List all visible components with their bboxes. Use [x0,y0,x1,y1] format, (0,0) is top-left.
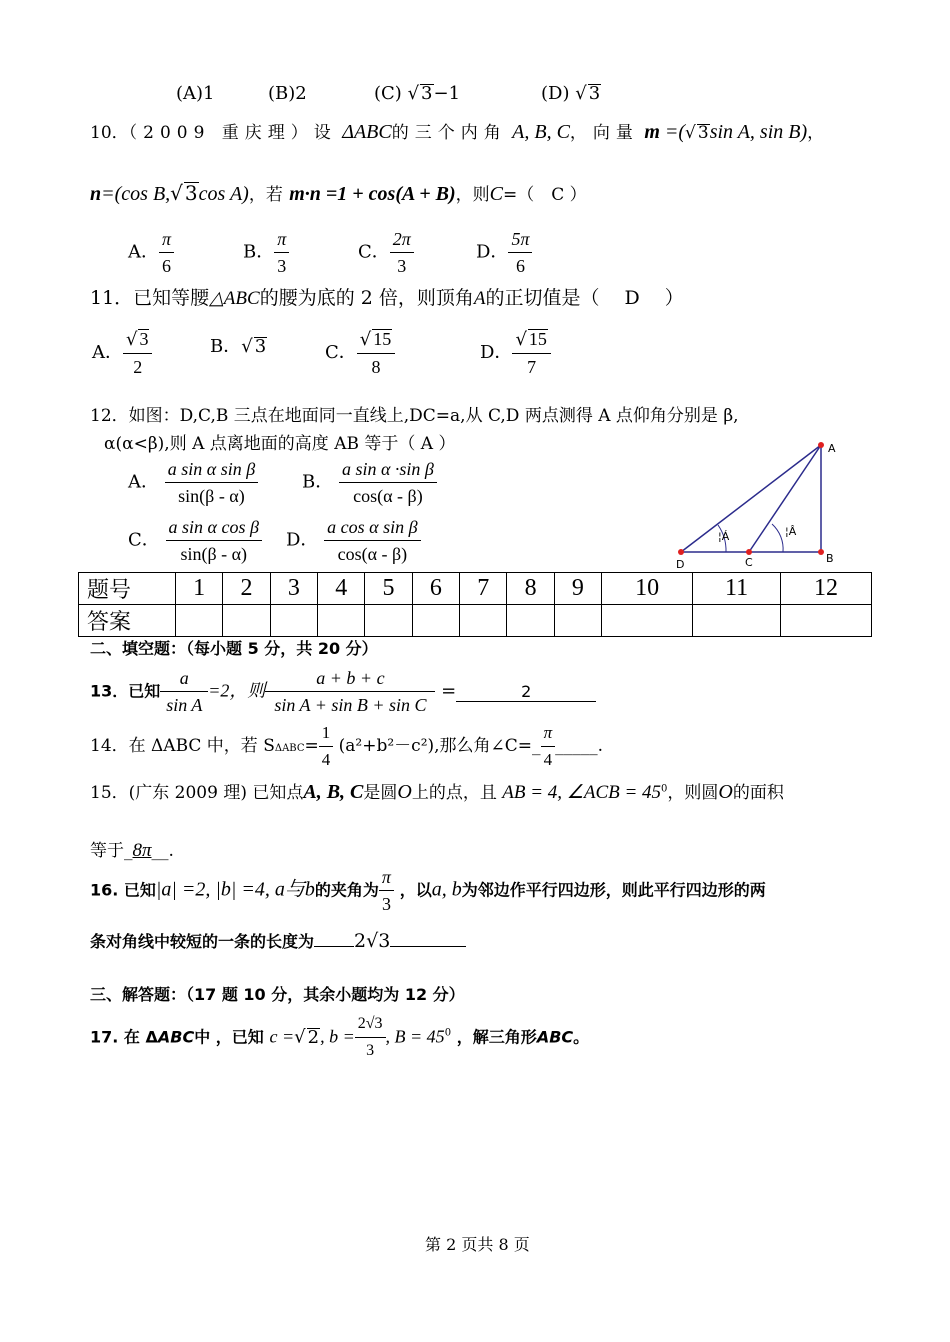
table-answer-cell[interactable] [693,605,781,637]
answer-table-answer-row [79,605,872,637]
q12-line1: 12．如图：D,C,B 三点在地面同一直线上,DC=a,从 C,D 两点测得 A 点仰角分别是 β, [90,406,739,426]
table-number-cell: 6 [412,573,459,605]
table-answer-cell[interactable] [460,605,507,637]
label-a: A [828,442,836,455]
q11-option-a: A． $\frac{√ 3}{2}$ [92,326,152,380]
q12-line2: α(α<β),则 A 点离地面的高度 AB 等于（ A ） [104,434,456,454]
table-number-cell: 11 [693,573,781,605]
q14: 14．在 ΔABC 中，若 SΔABC= $\frac{1}{4}$ (a²+b²－c²),那么角∠C=_ $\frac{\pi}{4}$ _____. [90,720,603,773]
label-d: D [676,558,685,570]
label-b: B [826,552,834,565]
section-2-heading: 二、填空题：（每小题 5 分，共 20 分） [90,639,378,658]
table-answer-cell[interactable] [780,605,871,637]
q10-option-a: A． $\frac{\pi}{6}$ [128,226,174,279]
section-3-heading: 三、解答题：（17 题 10 分，其余小题均为 12 分） [90,985,465,1004]
q10-line1: 10．（2009 重庆理）设 ΔABC的三个内角 A, B, C，向量 m =(√ 3sin A, sin B)， [90,121,825,143]
q17: 17. 在 ΔABC中 ，已知 c =√ 2, b = $\frac{2√3}{3}$ , $B = 45^0$ ，解三角形ABC。 [90,1011,589,1064]
q11-option-d: D． $\frac{√ 15}{7}$ [480,326,551,380]
q15-line2: 等于_8π__. [90,840,174,861]
q13: 13．已知 $\frac{a}{\text{sin A}}$ =2，则 $\frac{a + b + c}{\text{sin A + sin B + sin C}}$ = 2 [90,665,596,718]
q10-option-d: D． $\frac{5\pi}{6}$ [476,226,532,279]
table-number-cell: 2 [223,573,270,605]
table-answer-cell[interactable] [223,605,270,637]
point-c [746,549,752,555]
q11-option-c: C． $\frac{√ 15}{8}$ [325,326,395,380]
table-answer-cell[interactable] [602,605,693,637]
q16-line1: 16. 已知|a| =2, |b| =4, a与b的夹角为 $\frac{\pi}{3}$ ，以a, b为邻边作平行四边形，则此平行四边形的两 [90,864,766,917]
table-head-number: 题号 [79,573,176,605]
table-number-cell: 9 [554,573,601,605]
page-footer: 第 2 页共 8 页 [425,1235,530,1254]
table-number-cell: 1 [176,573,223,605]
point-b [818,549,824,555]
q12-option-a: A． $\frac{\text{a sin α sin β}}{\sin(\beta - \alpha)}$ [128,456,258,509]
table-head-answer: 答案 [79,605,176,637]
q9-option-d: (D) √ 3 [541,83,601,104]
table-number-cell: 7 [460,573,507,605]
q12-option-d: D． $\frac{\text{a cos α sin β}}{\cos(\alpha - \beta)}$ [286,514,421,567]
q12-option-b: B． $\frac{\text{a sin α ·sin β}}{\cos(\alpha - \beta)}$ [302,456,437,509]
table-number-cell: 10 [602,573,693,605]
label-beta: ¦Â [785,525,797,538]
q12-triangle-figure [668,436,848,570]
label-c: C [745,556,753,569]
table-number-cell: 5 [365,573,412,605]
table-answer-cell[interactable] [365,605,412,637]
table-answer-cell[interactable] [270,605,317,637]
table-answer-cell[interactable] [176,605,223,637]
table-answer-cell[interactable] [554,605,601,637]
q15-line1: 15．(广东 2009 理) 已知点A, B, C是圆O上的点，且 AB = 4, ∠ACB = $45^0$，则圆O的面积 [90,781,784,803]
q9-option-c: (C) √ 3−1 [374,83,461,104]
table-number-cell: 12 [780,573,871,605]
table-answer-cell[interactable] [507,605,554,637]
answer-table [78,572,872,637]
table-number-cell: 4 [318,573,365,605]
label-alpha: ¦Á [718,530,730,543]
point-a [818,442,824,448]
answer-table-number-row [79,573,872,605]
table-answer-cell[interactable] [412,605,459,637]
table-number-cell: 3 [270,573,317,605]
q10-option-c: C． $\frac{2\pi}{3}$ [358,226,414,279]
q11-option-b: B．√ 3 [210,336,267,357]
q10-line2: n=(cos B,√ 3cos A)，若 m·n =1 + cos(A + B)，则C=（ C ） [90,181,587,205]
q9-option-a: (A)1 [176,83,215,104]
q16-line2: 条对角线中较短的一条的长度为 2√3 [90,929,466,952]
point-d [678,549,684,555]
table-answer-cell[interactable] [318,605,365,637]
table-number-cell: 8 [507,573,554,605]
q10-option-b: B． $\frac{\pi}{3}$ [243,226,289,279]
q12-option-c: C． $\frac{\text{a sin α cos β}}{\sin(\beta - \alpha)}$ [128,514,262,567]
q9-option-b: (B)2 [268,83,307,104]
q11-stem: 11．已知等腰△ABC的腰为底的 2 倍，则顶角A的正切值是（ D ） [90,287,684,309]
